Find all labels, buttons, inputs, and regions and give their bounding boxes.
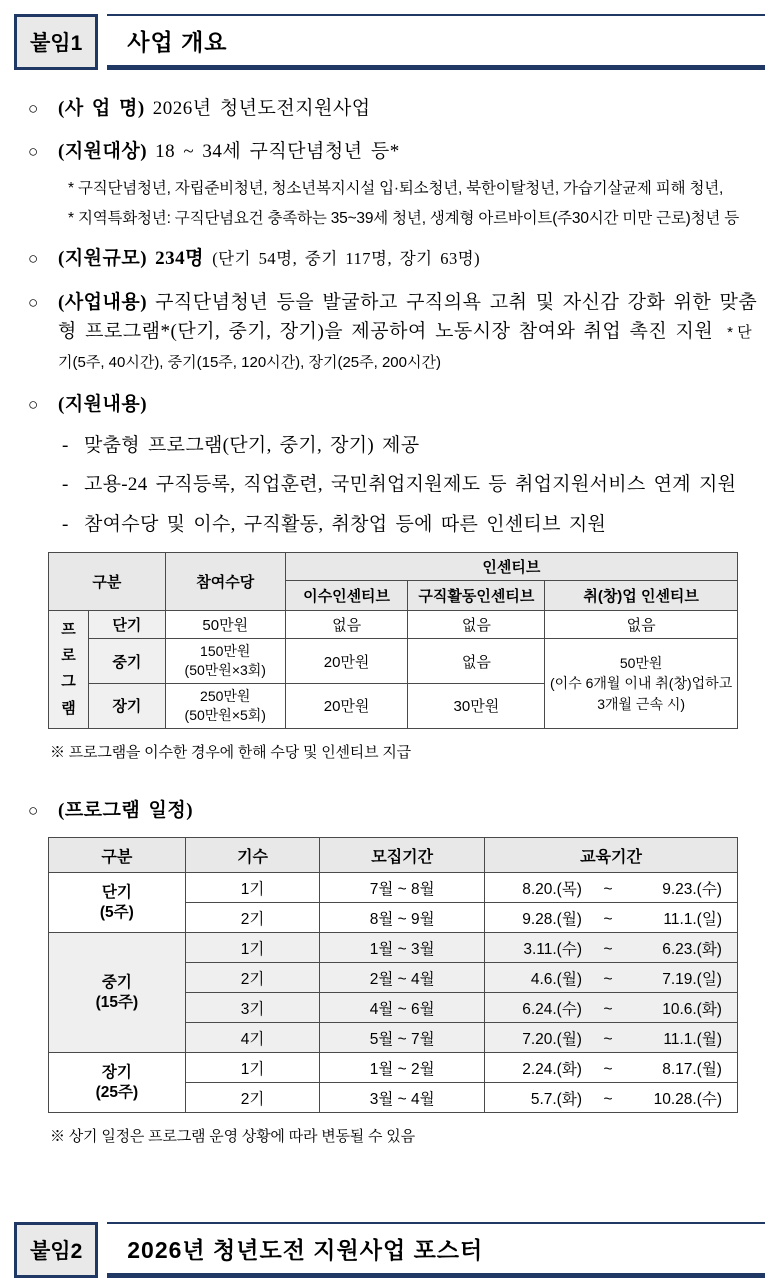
attachment1-header xyxy=(14,14,765,70)
col-header-allowance: 참여수당 xyxy=(165,553,285,611)
edu-period-value: 7.20.(월) ~ 11.1.(월) xyxy=(484,1023,737,1053)
list-item xyxy=(62,511,765,539)
table-row xyxy=(49,933,738,963)
bullet-support-content xyxy=(28,390,765,419)
support-target-text: 18 ~ 34세 구직단념청년 등* xyxy=(155,141,400,163)
program-schedule-label: (프로그램 일정) xyxy=(58,799,194,821)
overview-bullets xyxy=(14,94,765,1146)
support-target-notes xyxy=(68,177,765,231)
schedule-table-footnote: ※ 상기 일정은 프로그램 운영 상황에 따라 변동될 수 있음 xyxy=(50,1128,415,1146)
table-row xyxy=(49,1053,738,1083)
circle-bullet-icon: ○ xyxy=(28,395,39,415)
edu-period-value: 2.24.(화) ~ 8.17.(월) xyxy=(484,1053,737,1083)
round-value: 2기 xyxy=(185,963,320,993)
edu-period-value: 8.20.(목) ~ 9.23.(수) xyxy=(484,873,737,903)
table-row xyxy=(49,639,738,684)
bullet-project-content xyxy=(28,288,765,376)
program-vertical-label: 프로그램 xyxy=(49,611,89,729)
bullet-support-scale xyxy=(28,244,765,273)
table-row xyxy=(49,873,738,903)
edu-period-value: 9.28.(월) ~ 11.1.(일) xyxy=(484,903,737,933)
attachment1-badge: 붙임1 xyxy=(14,14,98,70)
project-content-note: * 단기(5주, 40시간), 중기(15주, 120시간), 장기(25주, 200시간) xyxy=(58,324,752,371)
jobsearch-incentive-value: 없음 xyxy=(408,639,545,684)
recruit-period-value: 5월 ~ 7월 xyxy=(320,1023,485,1053)
edu-period-value: 6.24.(수) ~ 10.6.(화) xyxy=(484,993,737,1023)
circle-bullet-icon: ○ xyxy=(28,800,39,820)
project-name-label: (사 업 명) xyxy=(58,98,145,119)
col-header-round: 기수 xyxy=(185,838,320,873)
col-header-jobsearch-incentive: 구직활동인센티브 xyxy=(408,581,545,611)
col-header-gubun: 구분 xyxy=(49,553,166,611)
jobsearch-incentive-value: 없음 xyxy=(408,611,545,639)
circle-bullet-icon: ○ xyxy=(28,292,39,312)
support-content-item-text: 고용-24 구직등록, 직업훈련, 국민취업지원제도 등 취업지원서비스 연계 지원 xyxy=(84,474,737,496)
recruit-period-value: 2월 ~ 4월 xyxy=(320,963,485,993)
edu-period-value: 4.6.(월) ~ 7.19.(일) xyxy=(484,963,737,993)
edu-period-value: 5.7.(화) ~ 10.28.(수) xyxy=(484,1083,737,1113)
list-item xyxy=(62,471,765,499)
row-label-long: 장기 xyxy=(88,683,165,728)
col-header-employment-incentive: 취(창)업 인센티브 xyxy=(545,581,738,611)
support-content-items xyxy=(62,432,765,539)
row-label-short: 단기 xyxy=(88,611,165,639)
circle-bullet-icon: ○ xyxy=(28,249,39,269)
incentive-table xyxy=(48,552,738,729)
allowance-value: 50만원 xyxy=(165,611,285,639)
employment-incentive-value: 없음 xyxy=(545,611,738,639)
round-value: 4기 xyxy=(185,1023,320,1053)
col-header-edu-period: 교육기간 xyxy=(484,838,737,873)
project-content-text: 구직단념청년 등을 발굴하고 구직의욕 고취 및 자신감 강화 위한 맞춤형 프로그램*(단기, 중기, 장기)을 제공하여 노동시장 참여와 취업 촉진 지원 xyxy=(58,291,758,343)
round-value: 1기 xyxy=(185,873,320,903)
incentive-table-footnote: ※ 프로그램을 이수한 경우에 한해 수당 및 인센티브 지급 xyxy=(50,743,411,761)
support-content-item-text: 맞춤형 프로그램(단기, 중기, 장기) 제공 xyxy=(84,434,420,456)
bullet-project-name xyxy=(28,94,765,123)
table-row xyxy=(49,611,738,639)
circle-bullet-icon: ○ xyxy=(28,142,39,162)
group-label-mid: 중기 (15주) xyxy=(49,933,186,1053)
support-scale-count: 234명 xyxy=(155,248,204,270)
col-header-recruit-period: 모집기간 xyxy=(320,838,485,873)
project-content-label: (사업내용) xyxy=(58,291,148,313)
recruit-period-value: 8월 ~ 9월 xyxy=(320,903,485,933)
attachment1-title: 사업 개요 xyxy=(107,14,765,70)
circle-bullet-icon: ○ xyxy=(28,99,39,118)
row-label-mid: 중기 xyxy=(88,639,165,684)
support-target-label: (지원대상) xyxy=(58,141,148,163)
allowance-value: 150만원 (50만원×3회) xyxy=(165,639,285,684)
round-value: 2기 xyxy=(185,903,320,933)
round-value: 1기 xyxy=(185,1053,320,1083)
col-header-incentive: 인센티브 xyxy=(285,553,737,581)
complete-incentive-value: 20만원 xyxy=(285,639,408,684)
round-value: 1기 xyxy=(185,933,320,963)
project-name-text: 2026년 청년도전지원사업 xyxy=(152,98,371,119)
recruit-period-value: 7월 ~ 8월 xyxy=(320,873,485,903)
complete-incentive-value: 20만원 xyxy=(285,683,408,728)
support-content-label: (지원내용) xyxy=(58,394,148,416)
round-value: 2기 xyxy=(185,1083,320,1113)
attachment2-title: 2026년 청년도전 지원사업 포스터 xyxy=(107,1222,765,1278)
support-content-item-text: 참여수당 및 이수, 구직활동, 취창업 등에 따른 인센티브 지원 xyxy=(84,513,607,535)
bullet-program-schedule xyxy=(28,796,765,825)
bullet-support-target xyxy=(28,137,765,166)
schedule-table xyxy=(48,837,738,1113)
round-value: 3기 xyxy=(185,993,320,1023)
dash-bullet-icon: - xyxy=(62,513,69,535)
support-scale-label: (지원규모) xyxy=(58,248,148,270)
employment-incentive-merged-cell: 50만원 (이수 6개월 이내 취(창)업하고 3개월 근속 시) xyxy=(545,639,738,729)
support-target-note-2: * 지역특화청년: 구직단념요건 충족하는 35~39세 청년, 생계형 아르바이트(주30시간 미만 근로)청년 등 xyxy=(68,210,740,228)
col-header-gubun: 구분 xyxy=(49,838,186,873)
support-scale-detail: (단기 54명, 중기 117명, 장기 63명) xyxy=(212,249,481,269)
col-header-complete-incentive: 이수인센티브 xyxy=(285,581,408,611)
support-target-note-1: * 구직단념청년, 자립준비청년, 청소년복지시설 입·퇴소청년, 북한이탈청년, 가습기살균제 피해 청년, xyxy=(68,179,724,197)
allowance-value: 250만원 (50만원×5회) xyxy=(165,683,285,728)
recruit-period-value: 4월 ~ 6월 xyxy=(320,993,485,1023)
recruit-period-value: 1월 ~ 2월 xyxy=(320,1053,485,1083)
complete-incentive-value: 없음 xyxy=(285,611,408,639)
dash-bullet-icon: - xyxy=(62,434,69,456)
edu-period-value: 3.11.(수) ~ 6.23.(화) xyxy=(484,933,737,963)
group-label-long: 장기 (25주) xyxy=(49,1053,186,1113)
list-item xyxy=(62,432,765,460)
attachment2-badge: 붙임2 xyxy=(14,1222,98,1278)
jobsearch-incentive-value: 30만원 xyxy=(408,683,545,728)
group-label-short: 단기 (5주) xyxy=(49,873,186,933)
dash-bullet-icon: - xyxy=(62,474,69,496)
recruit-period-value: 1월 ~ 3월 xyxy=(320,933,485,963)
recruit-period-value: 3월 ~ 4월 xyxy=(320,1083,485,1113)
